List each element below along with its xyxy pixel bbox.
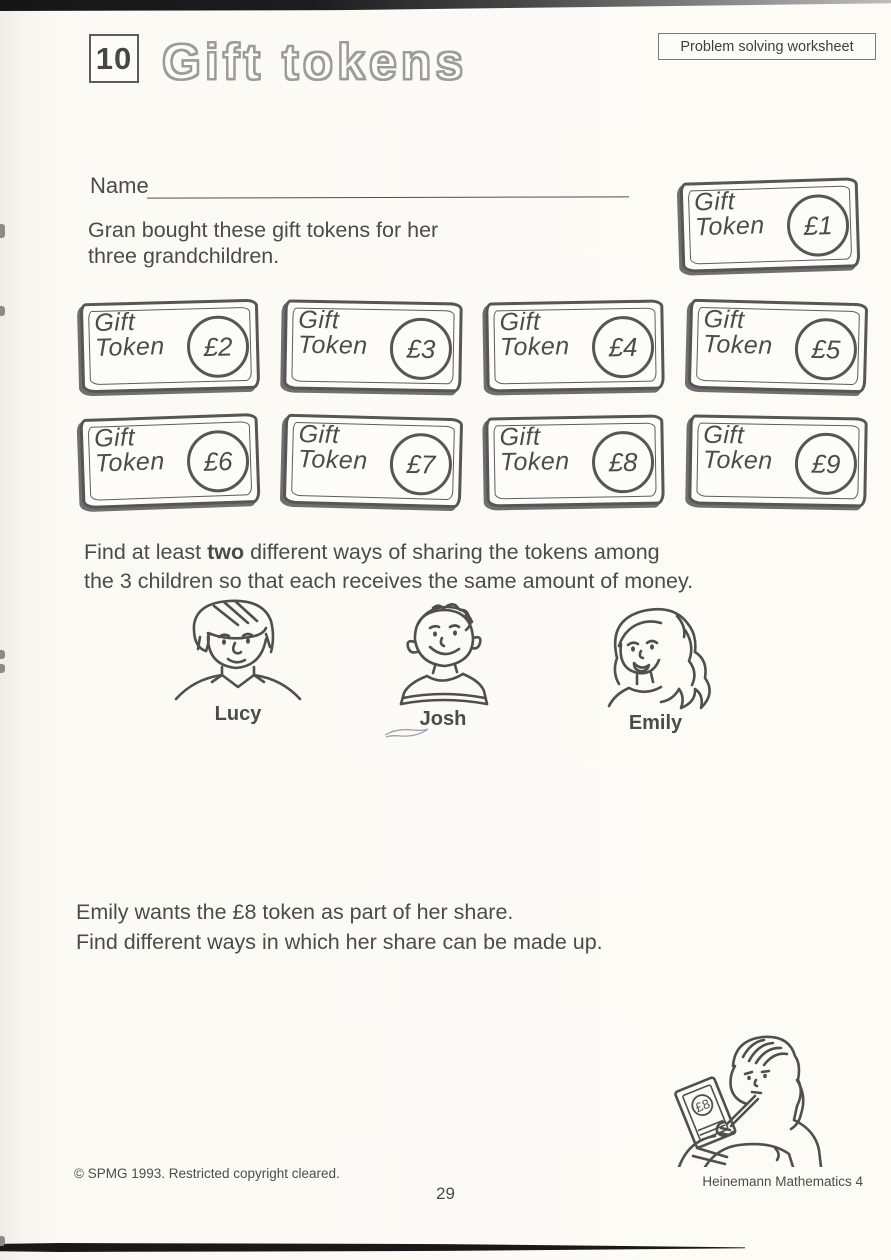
child-name-josh: Josh — [419, 708, 467, 730]
token-label: Gift Token — [93, 423, 166, 478]
scan-mark — [0, 306, 5, 316]
name-label: Name — [90, 173, 149, 198]
token-label — [694, 188, 765, 240]
gift-token-3 — [283, 299, 463, 392]
token-frame — [283, 299, 463, 392]
token-label: Gift Token — [297, 305, 368, 360]
scan-edge-top — [0, 0, 891, 11]
illustration-token-value: £8 — [692, 1095, 713, 1116]
thinking-child-illustration — [663, 1030, 835, 1172]
intro-line-2: three grandchildren. — [88, 244, 280, 268]
token-frame — [688, 414, 868, 507]
token-value: £7 — [405, 448, 436, 480]
task2-line-1: Emily wants the £8 token as part of her share. — [76, 900, 514, 924]
child-name-lucy: Lucy — [214, 703, 262, 725]
pencil-squiggle-mark — [383, 726, 431, 740]
gift-token-5 — [688, 299, 868, 394]
token-frame — [79, 413, 260, 509]
token-value: £5 — [811, 333, 841, 365]
scan-mark — [0, 650, 5, 659]
token-label: Gift Token — [94, 307, 166, 362]
scan-mark — [0, 224, 5, 238]
scan-mark — [0, 664, 5, 673]
name-write-line — [147, 196, 629, 198]
josh-illustration — [381, 600, 506, 706]
page-number: 29 — [436, 1184, 455, 1203]
task2-text — [76, 897, 603, 957]
token-label-line1: Gift — [693, 187, 736, 217]
token-label: Gift Token — [499, 307, 571, 362]
token-frame — [486, 414, 666, 507]
child-josh — [378, 600, 508, 731]
token-label-line2: Token — [694, 211, 766, 242]
child-emily — [578, 602, 733, 735]
series-title: Heinemann Mathematics 4 — [702, 1174, 863, 1189]
lucy-illustration — [166, 597, 311, 701]
scan-edge-bottom — [0, 1243, 745, 1252]
gift-token-8 — [486, 414, 666, 507]
lesson-number-box — [89, 34, 139, 83]
intro-line-1: Gran bought these gift tokens for her — [88, 218, 439, 242]
token-label: Gift Token — [702, 305, 774, 360]
token-value-circle — [389, 317, 452, 380]
intro-text — [88, 217, 438, 269]
gift-token-2 — [80, 299, 260, 394]
gift-token-4 — [486, 299, 666, 392]
gift-token-1 — [680, 177, 861, 273]
token-frame — [688, 299, 868, 394]
token-frame — [680, 177, 861, 273]
token-row-2 — [81, 416, 867, 506]
emily-illustration — [581, 602, 731, 710]
task1-line-1: Find at least two different ways of sharing the tokens among — [84, 540, 660, 564]
page-title: Gift tokens — [162, 34, 468, 90]
token-value: £6 — [203, 445, 233, 477]
token-value: £9 — [811, 448, 841, 479]
token-value: £4 — [608, 331, 639, 362]
lesson-number: 10 — [95, 40, 133, 76]
token-value: £3 — [405, 333, 436, 364]
task1-line-2: the 3 children so that each receives the same amount of money. — [84, 569, 694, 593]
token-label: Gift Token — [297, 420, 368, 475]
token-frame — [486, 299, 666, 392]
gift-token-6 — [79, 413, 260, 509]
gift-token-9 — [688, 414, 868, 507]
child-lucy — [163, 597, 313, 726]
scan-mark — [0, 1236, 5, 1246]
token-value: £1 — [803, 209, 833, 241]
task1-text — [84, 538, 693, 596]
token-label: Gift Token — [499, 422, 571, 477]
token-value: £2 — [203, 330, 233, 362]
token-frame — [283, 414, 463, 509]
token-row-1 — [81, 301, 867, 391]
token-frame — [80, 299, 260, 394]
child-name-emily: Emily — [628, 712, 683, 734]
token-label: Gift Token — [702, 420, 773, 475]
copyright-text: © SPMG 1993. Restricted copyright cleared. — [74, 1166, 340, 1181]
thinking-child-svg — [663, 1030, 835, 1167]
gift-token-7 — [283, 414, 463, 509]
token-value: £8 — [608, 446, 639, 477]
worksheet-type-label: Problem solving worksheet — [680, 38, 854, 55]
task1-bold-word: two — [207, 540, 245, 564]
worksheet-type-badge — [658, 33, 876, 60]
task2-line-2: Find different ways in which her share can be made up. — [76, 930, 603, 954]
